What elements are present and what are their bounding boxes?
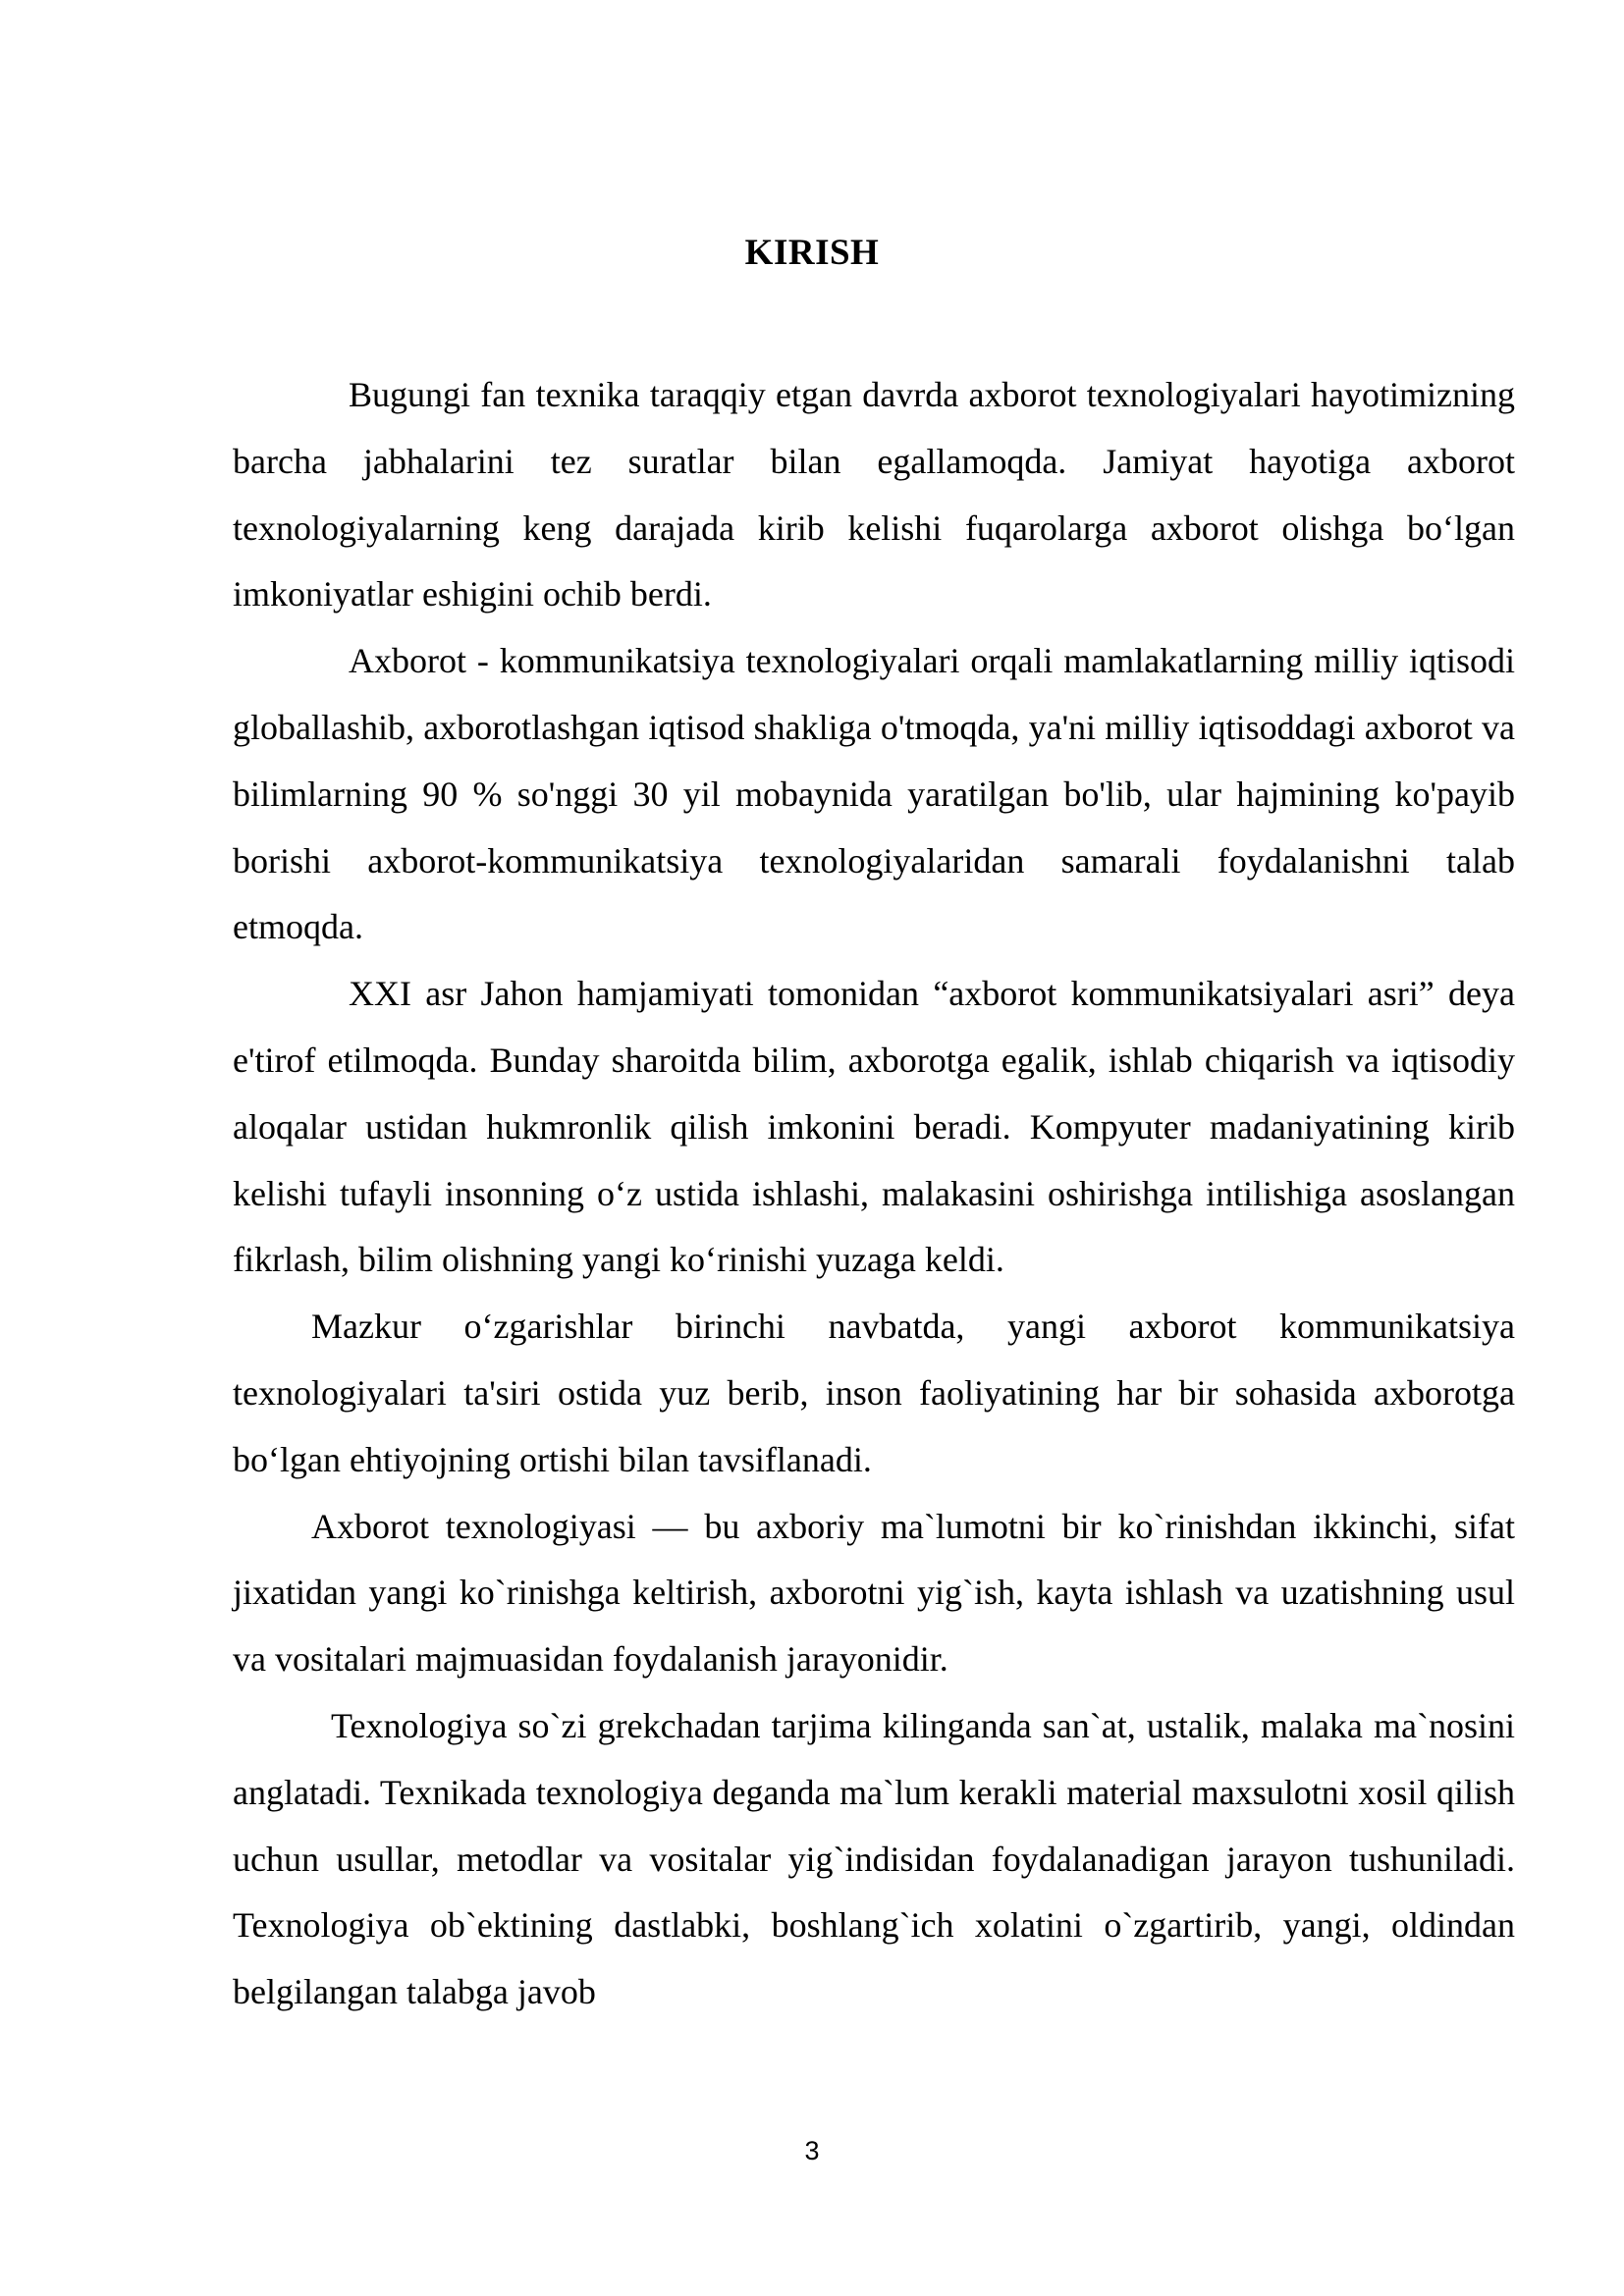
page-title: KIRISH <box>744 233 880 273</box>
page-number: 3 <box>804 2136 820 2165</box>
paragraph-1: Bugungi fan texnika taraqqiy etgan davrda axborot texnologiyalari hayotimizning barcha jabhalarini tez suratlar bilan egallamoqda. Jamiyat hayotiga axborot texnologiyalarning keng darajada kirib kelishi fuqarolarga axborot olishga bo‘lgan imkoniyatlar eshigini ochib berdi. <box>233 375 1515 614</box>
paragraph-4: Mazkur o‘zgarishlar birinchi navbatda, yangi axborot kommunikatsiya texnologiyalari ta'siri ostida yuz berib, inson faoliyatining har bir sohasida axborotga bo‘lgan ehtiyojning ortishi bilan tavsiflanadi. <box>233 1307 1515 1479</box>
document-body <box>233 362 1515 2026</box>
paragraph-3: XXI asr Jahon hamjamiyati tomonidan “axborot kommunikatsiyalari asri” deya e'tirof etilmoqda. Bunday sharoitda bilim, axborotga egalik, ishlab chiqarish va iqtisodiy aloqalar ustidan hukmronlik qilish imkonini beradi. Kompyuter madaniyatining kirib kelishi tufayli insonning o‘z ustida ishlashi, malakasini oshirishga intilishiga asoslangan fikrlash, bilim olishning yangi ko‘rinishi yuzaga keldi. <box>233 974 1515 1280</box>
paragraph-6: Texnologiya so`zi grekchadan tarjima kilinganda san`at, ustalik, malaka ma`nosini anglatadi. Texnikada texnologiya deganda ma`lum kerakli material maxsulotni xosil qilish uchun usullar, metodlar va vositalar yig`indisidan foydalanadigan jarayon tushuniladi. Texnologiya ob`ektining dastlabki, boshlang`ich xolatini o`zgartirib, yangi, oldindan belgilangan talabga javob <box>233 1705 1515 2012</box>
paragraph-2: Axborot - kommunikatsiya texnologiyalari orqali mamlakatlarning milliy iqtisodi globallashib, axborotlashgan iqtisod shakliga o'tmoqda, ya'ni milliy iqtisoddagi axborot va bilimlarning 90 % so'nggi 30 yil mobaynida yaratilgan bo'lib, ular hajmining ko'payib borishi axborot-kommunikatsiya texnologiyalaridan samarali foydalanishni talab etmoqda. <box>233 641 1515 947</box>
paragraph-5: Axborot texnologiyasi — bu axboriy ma`lumotni bir ko`rinishdan ikkinchi, sifat jixatidan yangi ko`rinishga keltirish, axborotni yig`ish, kayta ishlash va uzatishning usul va vositalari majmuasidan foydalanish jarayonidir. <box>233 1506 1515 1680</box>
